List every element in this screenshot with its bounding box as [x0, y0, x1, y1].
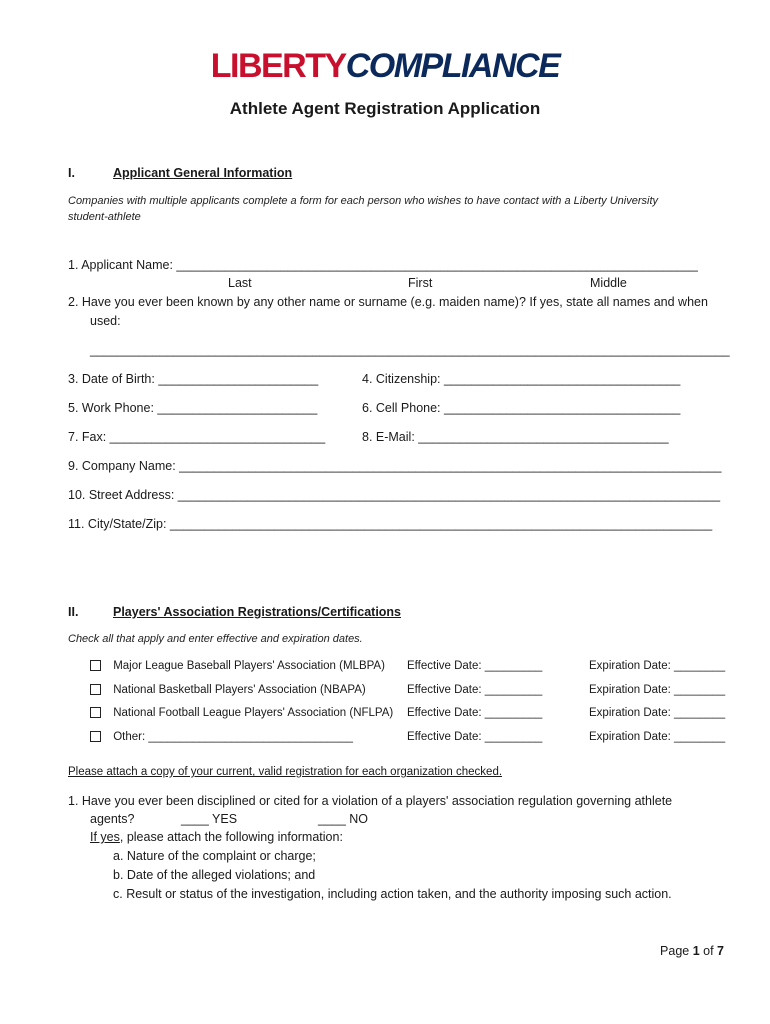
effective-date-nbapa[interactable]: Effective Date: _________: [407, 684, 543, 696]
effective-date-nflpa[interactable]: Effective Date: _________: [407, 707, 543, 719]
citizenship-field[interactable]: 4. Citizenship: __________________________________: [362, 372, 681, 386]
cell-phone-field[interactable]: 6. Cell Phone: __________________________________: [362, 401, 681, 415]
name-label-last: Last: [228, 276, 252, 290]
section-1-note-line1: Companies with multiple applicants complete a form for each person who wishes to have contact with a Liberty University: [68, 195, 658, 207]
discipline-yes-field[interactable]: ____ YES: [181, 812, 238, 826]
other-names-question: 2. Have you ever been known by any other name or surname (e.g. maiden name)? If yes, state all names and when: [68, 295, 708, 309]
expiration-date-nbapa[interactable]: Expiration Date: ________: [589, 684, 726, 696]
discipline-question-cont: agents?: [90, 812, 135, 826]
street-address-field[interactable]: 10. Street Address: ______________________________________________________________________________: [68, 488, 721, 502]
other-names-field[interactable]: ____________________________________________________________________________________________: [90, 343, 730, 357]
company-name-field[interactable]: 9. Company Name: ______________________________________________________________________________: [68, 459, 722, 473]
if-yes-instruction: If yes, please attach the following information:: [90, 830, 343, 844]
checkbox-other[interactable]: [90, 731, 101, 742]
checkbox-row-nflpa: [90, 707, 393, 719]
name-label-middle: Middle: [590, 276, 627, 290]
other-names-question-cont: used:: [90, 314, 121, 328]
liberty-compliance-logo: LIBERTYCOMPLIANCE: [210, 47, 560, 85]
email-field[interactable]: 8. E-Mail: ____________________________________: [362, 430, 669, 444]
info-item-c: c. Result or status of the investigation, including action taken, and the authority imposing such action.: [113, 887, 672, 901]
info-item-a: a. Nature of the complaint or charge;: [113, 849, 316, 863]
effective-date-mlbpa[interactable]: Effective Date: _________: [407, 660, 543, 672]
attach-registration-note: Please attach a copy of your current, valid registration for each organization checked.: [68, 766, 503, 778]
section-2-note: Check all that apply and enter effective and expiration dates.: [68, 633, 363, 645]
discipline-no-field[interactable]: ____ NO: [318, 812, 369, 826]
page-title: Athlete Agent Registration Application: [229, 99, 541, 118]
checkbox-nflpa[interactable]: [90, 707, 101, 718]
fax-field[interactable]: 7. Fax: _______________________________: [68, 430, 326, 444]
org-label-mlbpa: Major League Baseball Players' Association (MLBPA): [113, 660, 385, 672]
section-1-title: Applicant General Information: [113, 166, 293, 180]
section-2-number: II.: [68, 605, 79, 619]
info-item-b: b. Date of the alleged violations; and: [113, 868, 316, 882]
city-state-zip-field[interactable]: 11. City/State/Zip: ______________________________________________________________________________: [68, 517, 713, 531]
section-1-note-line2: student-athlete: [68, 211, 141, 223]
page-number: Page 1 of 7: [660, 944, 724, 958]
checkbox-mlbpa[interactable]: [90, 660, 101, 671]
name-label-first: First: [408, 276, 433, 290]
expiration-date-nflpa[interactable]: Expiration Date: ________: [589, 707, 726, 719]
date-of-birth-field[interactable]: 3. Date of Birth: _______________________: [68, 372, 319, 386]
org-label-nbapa: National Basketball Players' Association (NBAPA): [113, 684, 366, 696]
checkbox-row-mlbpa: [90, 660, 385, 672]
org-label-other[interactable]: Other: ________________________________: [113, 731, 354, 743]
section-2-title: Players' Association Registrations/Certifications: [113, 605, 402, 619]
expiration-date-other[interactable]: Expiration Date: ________: [589, 731, 726, 743]
effective-date-other[interactable]: Effective Date: _________: [407, 731, 543, 743]
org-label-nflpa: National Football League Players' Association (NFLPA): [113, 707, 394, 719]
discipline-question: 1. Have you ever been disciplined or cited for a violation of a players' association regulation governing athlete: [68, 794, 673, 808]
checkbox-row-nbapa: [90, 684, 366, 696]
checkbox-nbapa[interactable]: [90, 684, 101, 695]
work-phone-field[interactable]: 5. Work Phone: _______________________: [68, 401, 318, 415]
section-1-number: I.: [68, 166, 75, 180]
applicant-name-field[interactable]: 1. Applicant Name: ___________________________________________________________________________: [68, 258, 698, 272]
checkbox-row-other: [90, 731, 353, 743]
expiration-date-mlbpa[interactable]: Expiration Date: ________: [589, 660, 726, 672]
